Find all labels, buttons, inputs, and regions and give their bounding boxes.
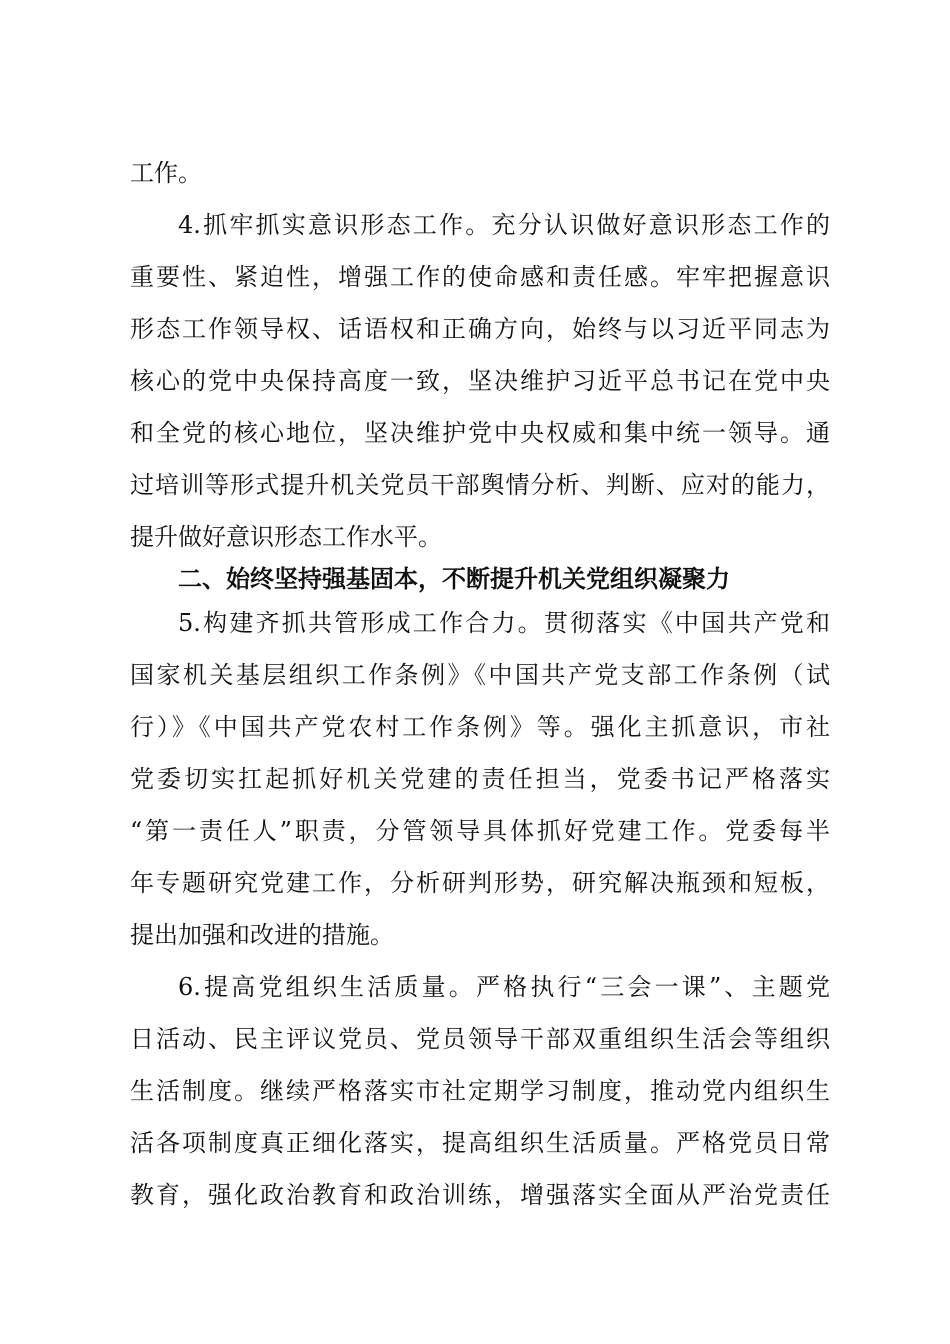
- paragraph-line: 6.提高党组织生活质量。严格执行“三会一课”、主题党: [178, 973, 830, 1001]
- paragraph-line: 提升做好意识形态工作水平。: [130, 523, 442, 551]
- paragraph-line: 国家机关基层组织工作条例》《中国共产党支部工作条例（试: [130, 661, 830, 689]
- paragraph-line: 重要性、紧迫性，增强工作的使命感和责任感。牢牢把握意识: [130, 263, 830, 291]
- paragraph-line: “第一责任人”职责，分管领导具体抓好党建工作。党委每半: [130, 817, 830, 845]
- paragraph-line: 生活制度。继续严格落实市社定期学习制度，推动党内组织生: [130, 1077, 830, 1105]
- paragraph-line: 提出加强和改进的措施。: [130, 921, 394, 949]
- paragraph-line: 4.抓牢抓实意识形态工作。充分认识做好意识形态工作的: [178, 211, 830, 239]
- paragraph-line: 行）》《中国共产党农村工作条例》等。强化主抓意识，市社: [130, 713, 830, 741]
- paragraph-line: 5.构建齐抓共管形成工作合力。贯彻落实《中国共产党和: [178, 609, 830, 637]
- paragraph-line: 和全党的核心地位，坚决维护党中央权威和集中统一领导。通: [130, 419, 830, 447]
- paragraph-line: 党委切实扛起抓好机关党建的责任担当，党委书记严格落实: [130, 765, 830, 793]
- paragraph-line: 日活动、民主评议党员、党员领导干部双重组织生活会等组织: [130, 1025, 830, 1053]
- paragraph-line: 工作。: [130, 159, 202, 187]
- paragraph-line: 活各项制度真正细化落实，提高组织生活质量。严格党员日常: [130, 1129, 830, 1157]
- paragraph-line: 形态工作领导权、话语权和正确方向，始终与以习近平同志为: [130, 315, 830, 343]
- paragraph-line: 过培训等形式提升机关党员干部舆情分析、判断、应对的能力，: [130, 471, 830, 499]
- paragraph-line: 核心的党中央保持高度一致，坚决维护习近平总书记在党中央: [130, 367, 830, 395]
- section-heading: 二、始终坚持强基固本，不断提升机关党组织凝聚力: [178, 565, 730, 593]
- paragraph-line: 教育，强化政治教育和政治训练，增强落实全面从严治党责任: [130, 1181, 830, 1209]
- paragraph-line: 年专题研究党建工作，分析研判形势，研究解决瓶颈和短板，: [130, 869, 830, 897]
